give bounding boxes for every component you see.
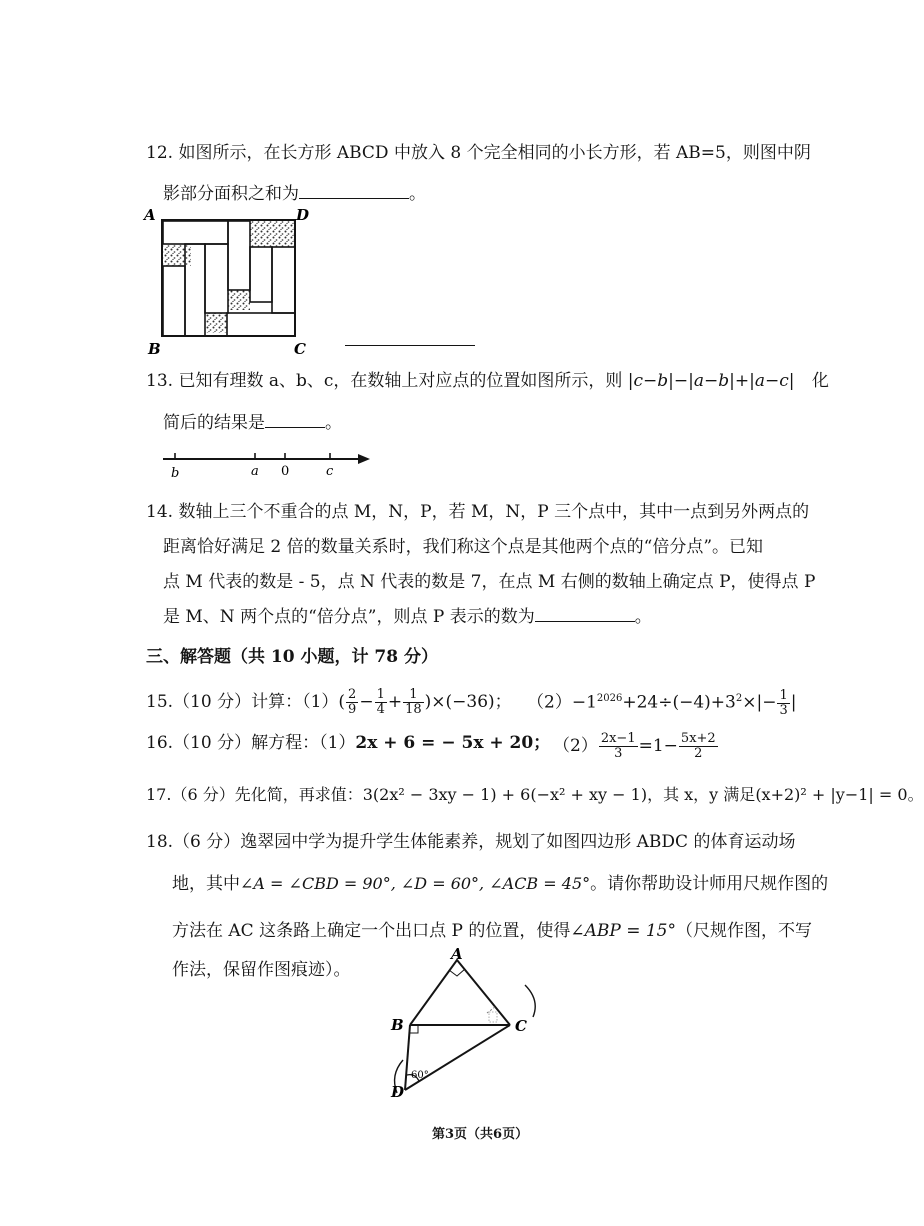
q13-expression: |c−b|−|a−b|+|a−c| (627, 371, 795, 391)
shaded-region-1 (163, 244, 191, 266)
shaded-region-3 (228, 290, 250, 310)
q13-text2: 简后的结果是 (163, 413, 265, 433)
q17-expression: 3(2x² − 3xy − 1) + 6(−x² + xy − 1) (362, 785, 648, 804)
label-a: A (451, 945, 463, 963)
shaded-region-4 (205, 313, 227, 333)
label-b: B (391, 1016, 404, 1034)
q15-fraction-1: $\frac{2}{9}$ (348, 687, 357, 717)
q13-text: 13. 已知有理数 a、b、c，在数轴上对应点的位置如图所示，则 (146, 371, 623, 391)
label-c: C (515, 1017, 527, 1035)
q12-end: 。 (409, 184, 426, 204)
label-b: B (148, 340, 161, 358)
q15-fraction-2: $\frac{1}{4}$ (376, 687, 385, 717)
q12-answer-blank[interactable] (299, 184, 409, 199)
axis-label-a: a (251, 464, 259, 479)
q18-line3: 方法在 AC 这条路上确定一个出口点 P 的位置，使得∠ABP = 15°（尺规作图，不写 (172, 921, 812, 941)
q16-fraction-1: $\frac{2x-1}{3}$ (600, 731, 636, 761)
q12-text: 影部分面积之和为 (163, 184, 299, 204)
section-3-heading: 三、解答题（共 10 小题，计 78 分） (146, 647, 438, 667)
q18-target-angle: ∠ABP = 15° (570, 921, 676, 941)
q18-angle-conditions: ∠A = ∠CBD = 90°, ∠D = 60°, ∠ACB = 45° (240, 874, 591, 893)
q14-line1: 14. 数轴上三个不重合的点 M，N，P，若 M，N，P 三个点中，其中一点到另外两点的 (146, 502, 810, 522)
q16-line (146, 732, 550, 754)
q13-line1 (146, 370, 829, 392)
axis-label-b: b (171, 466, 180, 481)
q15-line: 15.（10 分）计算：（1）( $\frac{2}{9}$ − $\frac{1}{4}$ + $\frac{1}{18}$ )×(−36)； (146, 687, 512, 717)
axis-label-zero: 0 (281, 464, 290, 479)
q15-tail: ×(−36)； (431, 692, 512, 712)
answer-line-decoration (345, 345, 475, 346)
page-footer: 第3页（共6页） (432, 1127, 529, 1142)
angle-label-60: 60° (411, 1070, 429, 1081)
q14-answer-blank[interactable] (535, 607, 635, 622)
shaded-region-2 (250, 221, 294, 247)
q18-quadrilateral-figure (385, 945, 550, 1100)
q16-label: 16.（10 分）解方程：（1） (146, 733, 356, 753)
label-d: D (391, 1083, 405, 1101)
q18-line1: 18.（6 分）逸翠园中学为提升学生体能素养，规划了如图四边形 ABDC 的体育运动场 (146, 832, 796, 852)
label-d: D (296, 206, 310, 224)
q15-part2: $(2)-1^{2026}+24\div(-4)+3^2\times|-$ $\frac{1}{3}$ | (527, 687, 797, 718)
q12-line1: 12. 如图所示，在长方形 ABCD 中放入 8 个完全相同的小长方形，若 AB=5，则图中阴 (146, 143, 811, 163)
q12-rectangle-figure (140, 200, 320, 360)
q15-fraction-4: $\frac{1}{3}$ (779, 687, 788, 718)
label-a: A (144, 206, 156, 224)
q13-line2 (163, 412, 342, 434)
q13-text-end: 化 (811, 371, 829, 391)
q16-equation-1: 2x + 6 = − 5x + 20； (355, 733, 551, 753)
q17-line: 17.（6 分）先化简，再求值：3(2x² − 3xy − 1) + 6(−x² + xy − 1)，其 x，y 满足(x+2)² + |y−1| = 0。 (146, 785, 924, 804)
q14-line4 (163, 606, 652, 628)
q13-end: 。 (325, 413, 342, 433)
q18-line4: 作法，保留作图痕迹）。 (172, 960, 351, 980)
q15-fraction-3: $\frac{1}{18}$ (405, 687, 422, 717)
axis-label-c: c (326, 464, 334, 479)
q13-answer-blank[interactable] (265, 413, 325, 428)
q16-fraction-2: $\frac{5x+2}{2}$ (680, 731, 716, 761)
q17-condition: (x+2)² + |y−1| = 0 (755, 785, 908, 804)
q16-part2: （2） $\frac{2x-1}{3}$ =1− $\frac{5x+2}{2}$ (553, 731, 716, 761)
q15-label: 15.（10 分）计算：（1） (146, 692, 339, 712)
label-c: C (294, 340, 306, 358)
q13-number-line (155, 445, 385, 485)
q14-text: 是 M、N 两个点的“倍分点”，则点 P 表示的数为 (163, 607, 535, 627)
q14-line3: 点 M 代表的数是 - 5，点 N 代表的数是 7，在点 M 右侧的数轴上确定点 P，使得点 P (163, 572, 816, 592)
q14-end: 。 (634, 607, 652, 627)
q14-line2: 距离恰好满足 2 倍的数量关系时，我们称这个点是其他两个点的“倍分点”。已知 (163, 537, 764, 557)
q18-line2: 地，其中∠A = ∠CBD = 90°, ∠D = 60°, ∠ACB = 45°。请你帮助设计师用尺规作图的 (172, 874, 829, 894)
